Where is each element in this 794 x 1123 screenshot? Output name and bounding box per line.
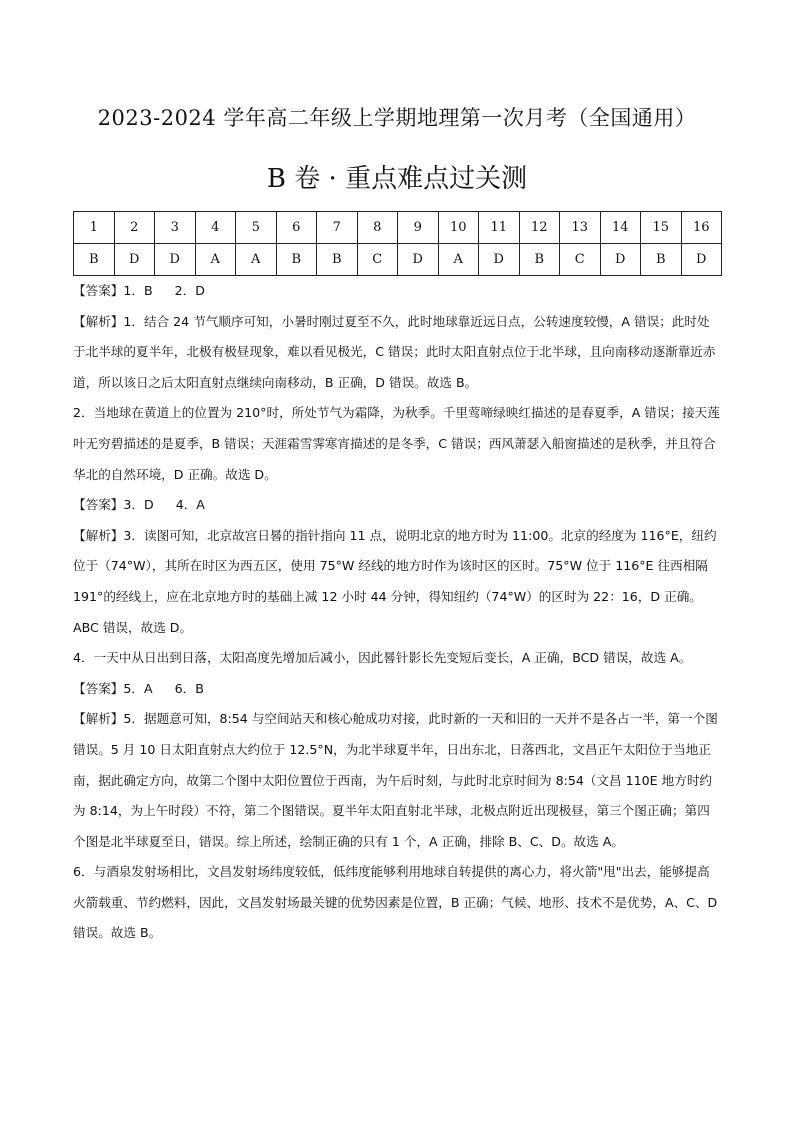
answer-cell: D — [398, 244, 439, 276]
answer-cell: D — [114, 244, 155, 276]
answer-cell: C — [560, 244, 601, 276]
question-number-cell: 4 — [195, 212, 236, 244]
question-number-cell: 5 — [236, 212, 277, 244]
answer-line — [73, 276, 722, 307]
answer-cell: D — [479, 244, 520, 276]
answer-cell: B — [519, 244, 560, 276]
answer-line — [73, 490, 722, 521]
question-number-cell: 7 — [317, 212, 358, 244]
answer-item: 5．A — [123, 680, 153, 696]
question-number-cell: 9 — [398, 212, 439, 244]
answer-cell: B — [317, 244, 358, 276]
answer-cell: B — [74, 244, 115, 276]
answer-item: 4．A — [175, 497, 205, 513]
answer-cell: D — [600, 244, 641, 276]
answer-label: 【答案】 — [73, 283, 124, 298]
explanations-body — [73, 276, 722, 949]
analysis-paragraph: 【解析】3．读图可知，北京故宫日晷的指针指向 11 点，说明北京的地方时为 11:00。北京的经度为 116°E，纽约位于（74°W），其所在时区为西五区，使用 75°W 经线的地方时作为该时区的区时。75°W 位于 116°E 往西相隔 191°的经线上，应在北京地方时的基础上减 12 小时 44 分钟，得知纽约（74°W）的区时为 22：16，D 正确。ABC 错误，故选 D。 — [73, 527, 717, 635]
question-number-cell: 2 — [114, 212, 155, 244]
answer-key-number-row — [74, 212, 722, 244]
answer-key-table — [73, 211, 722, 276]
document-subtitle: B 卷 · 重点难点过关测 — [266, 164, 528, 194]
answer-cell: B — [641, 244, 682, 276]
answer-item: 6．B — [174, 680, 204, 696]
answer-cell: A — [236, 244, 277, 276]
question-number-cell: 3 — [155, 212, 196, 244]
question-number-cell: 13 — [560, 212, 601, 244]
question-number-cell: 11 — [479, 212, 520, 244]
answer-key-answer-row — [74, 244, 722, 276]
question-number-cell: 6 — [276, 212, 317, 244]
analysis-paragraph: 6．与酒泉发射场相比，文昌发射场纬度较低，低纬度能够利用地球自转提供的离心力，将火箭"甩"出去，能够提高火箭载重、节约燃料，因此，文昌发射场最关键的优势因素是位置，B 正确；气候、地形、技术不是优势，A、C、D 错误。故选 B。 — [73, 864, 718, 941]
answer-cell: D — [681, 244, 722, 276]
answer-item: 1．B — [123, 283, 153, 298]
question-number-cell: 15 — [641, 212, 682, 244]
answer-item: 2．D — [174, 283, 205, 298]
question-number-cell: 12 — [519, 212, 560, 244]
question-number-cell: 8 — [357, 212, 398, 244]
answer-item: 3．D — [123, 497, 154, 513]
document-title: 2023-2024 学年高二年级上学期地理第一次月考（全国通用） — [97, 106, 697, 130]
answer-label: 【答案】 — [73, 497, 124, 513]
answer-cell: C — [357, 244, 398, 276]
answer-line — [73, 674, 722, 705]
question-number-cell: 16 — [681, 212, 722, 244]
analysis-paragraph: 【解析】5．据题意可知，8:54 与空间站天和核心舱成功对接，此时新的一天和旧的一天并不是各占一半，第一个图错误。5 月 10 日太阳直射点大约位于 12.5°N，为北半球夏半年，日出东北，日落西北，文昌正午太阳位于当地正南，据此确定方向，故第二个图中太阳位置位于西南，为午后时刻，与此时北京时间为 8:54（文昌 110E 地方时约为 8:14，为上午时段）不符，第二个图错误。夏半年太阳直射北半球，北极点附近出现极昼，第三个图正确；第四个图是北半球夏至日，错误。综上所述，绘制正确的只有 1 个，A 正确，排除 B、C、D。故选 A。 — [73, 711, 718, 849]
question-number-cell: 14 — [600, 212, 641, 244]
analysis-paragraph: 【解析】1．结合 24 节气顺序可知，小暑时刚过夏至不久，此时地球靠近远日点，公转速度较慢，A 错误；此时处于北半球的夏半年，北极有极昼现象，难以看见极光，C 错误；此时太阳直射点位于北半球，且向南移动逐渐靠近赤道，所以该日之后太阳直射点继续向南移动，B 正确，D 错误。故选 B。 — [73, 313, 716, 390]
question-number-cell: 1 — [74, 212, 115, 244]
answer-cell: B — [276, 244, 317, 276]
answer-label: 【答案】 — [73, 680, 124, 696]
analysis-paragraph: 4．一天中从日出到日落，太阳高度先增加后减小，因此晷针影长先变短后变长，A 正确，BCD 错误，故选 A。 — [73, 650, 692, 666]
analysis-paragraph: 2．当地球在黄道上的位置为 210°时，所处节气为霜降，为秋季。千里莺啼绿映红描述的是春夏季，A 错误；接天莲叶无穷碧描述的是夏季，B 错误；天涯霜雪霁寒宵描述的是冬季，C 错误；西风萧瑟入船窗描述的是秋季，并且符合华北的自然环境，D 正确。故选 D。 — [73, 405, 720, 482]
answer-cell: A — [438, 244, 479, 276]
answer-cell: A — [195, 244, 236, 276]
question-number-cell: 10 — [438, 212, 479, 244]
answer-cell: D — [155, 244, 196, 276]
